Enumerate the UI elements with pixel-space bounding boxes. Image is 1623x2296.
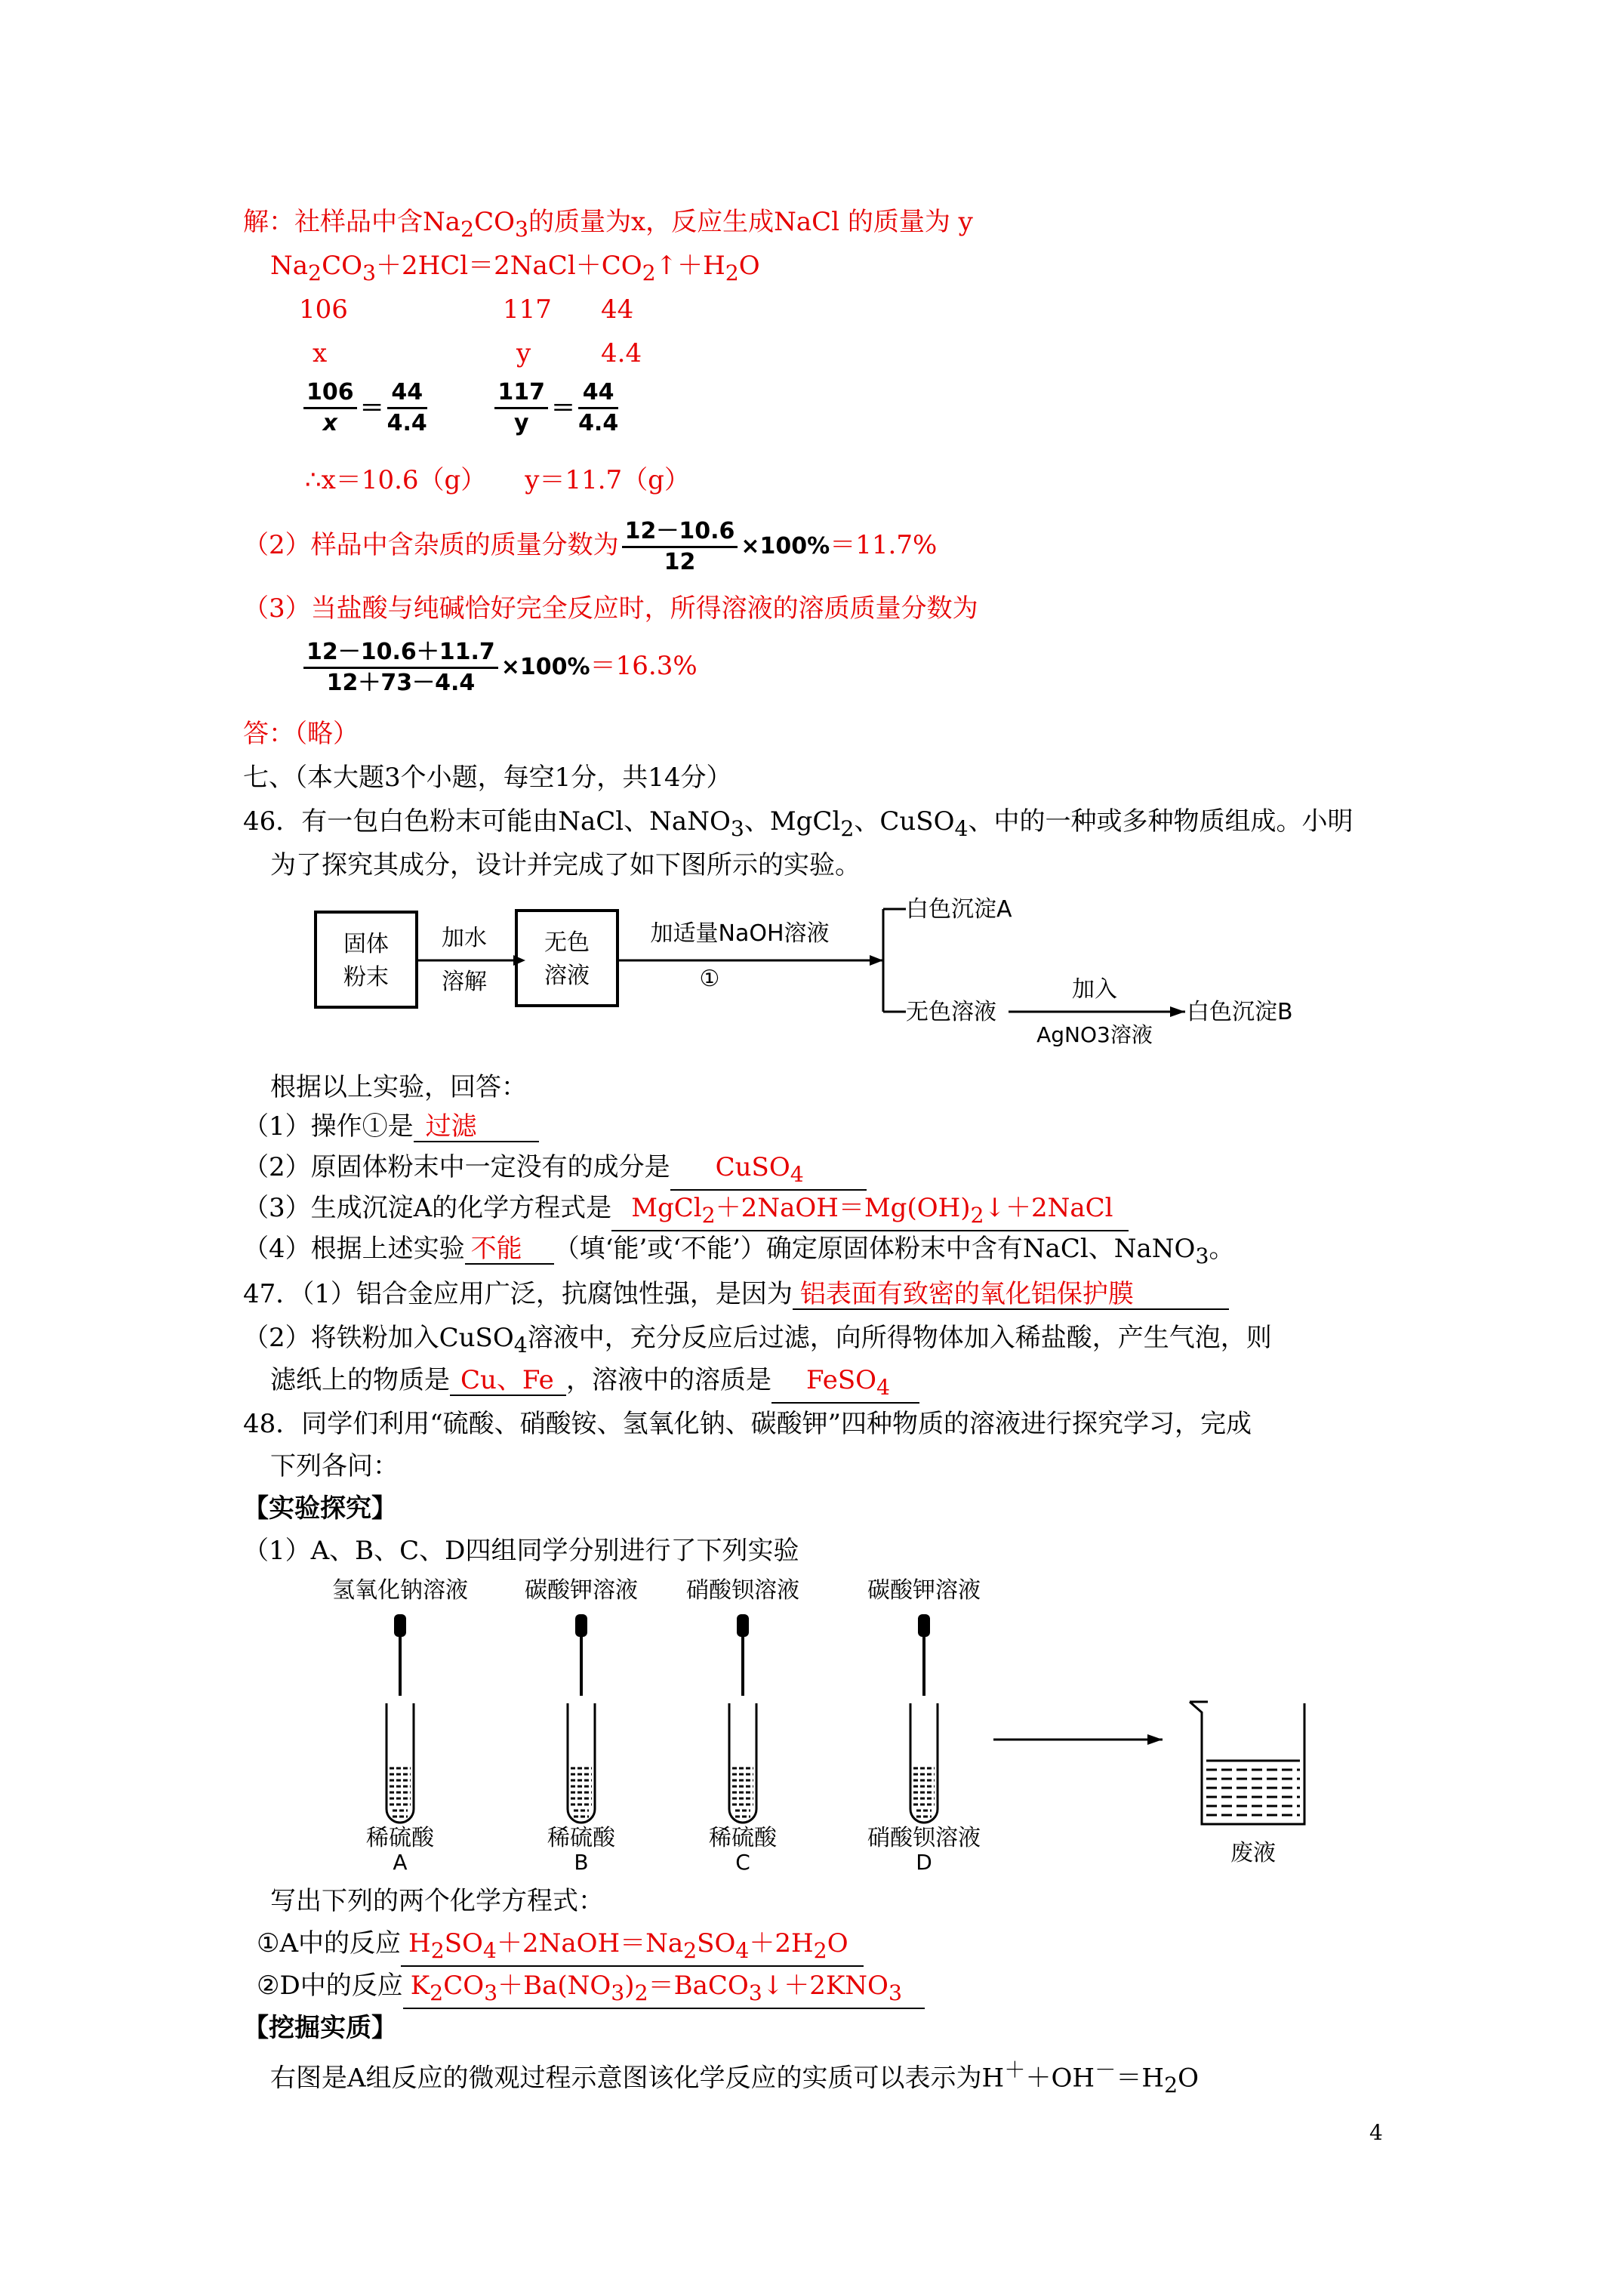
test-tube-d bbox=[867, 1577, 981, 1872]
part-3-question: （3）当盐酸与纯碱恰好完全反应时，所得溶液的溶质质量分数为 bbox=[243, 593, 978, 624]
arrow3-bottom: AgNO3溶液 bbox=[1036, 1022, 1153, 1047]
q46-intro: 根据以上实验，回答： bbox=[270, 1072, 527, 1102]
molar-mass-117: 117 bbox=[503, 294, 552, 325]
q46-flow-diagram bbox=[302, 891, 1329, 1072]
result-xy: ∴x＝10.6（g） y＝11.7（g） bbox=[305, 465, 690, 495]
q47-line-3: 滤纸上的物质是 Cu、Fe ，溶液中的溶质是 FeSO$_4$ bbox=[270, 1364, 919, 1404]
q48-heading-experiment: 【实验探究】 bbox=[243, 1493, 397, 1524]
box2-line1: 无色 bbox=[544, 929, 590, 956]
var-y: y bbox=[516, 338, 531, 368]
fraction-44-4-4-b: $\frac{44}{4.4}$ bbox=[578, 378, 619, 436]
dropper-reagent-label: 碳酸钾溶液 bbox=[867, 1577, 981, 1604]
q48-line-1: 48．同学们利用“硫酸、硝酸铵、氢氧化钠、碳酸钾”四种物质的溶液进行探究学习，完成 bbox=[243, 1409, 1252, 1439]
box1-line2: 粉末 bbox=[343, 964, 389, 991]
page-number: 4 bbox=[1369, 2120, 1383, 2145]
arrow3-top: 加入 bbox=[1072, 976, 1117, 1003]
q46-line-1: 46．有一包白色粉末可能由NaCl、NaNO$_3$、MgCl$_2$、CuSO$_4$、中的一种或多种物质组成。小明 bbox=[243, 806, 1354, 841]
dropper-bulb-icon bbox=[918, 1614, 930, 1637]
q48-line-2: 下列各问： bbox=[270, 1451, 399, 1481]
tube-group-letter: D bbox=[916, 1850, 932, 1872]
fraction-106-x: $\frac{106}{x}$ bbox=[303, 378, 357, 438]
test-tube-b bbox=[525, 1577, 638, 1872]
q48-line-3: （1）A、B、C、D四组同学分别进行了下列实验 bbox=[243, 1536, 799, 1566]
q48-heading-essence: 【挖掘实质】 bbox=[243, 2013, 397, 2043]
q46-answer-4: （4）根据上述实验 不能 （填‘能’或‘不能’）确定原固体粉末中含有NaCl、NaNO$_3$。 bbox=[243, 1234, 1235, 1268]
q46-answer-3: （3）生成沉淀A的化学方程式是 $MgCl_2+2NaOH=Mg(OH)_2↓+2NaCl$ bbox=[243, 1191, 1129, 1231]
beaker-icon bbox=[1190, 1702, 1304, 1824]
white-precipitate-b: 白色沉淀B bbox=[1187, 999, 1293, 1025]
box1-line1: 固体 bbox=[343, 931, 389, 957]
tube-solution-label: 硝酸钡溶液 bbox=[867, 1825, 981, 1851]
dropper-bulb-icon bbox=[737, 1614, 749, 1637]
arrowhead-2 bbox=[870, 955, 883, 966]
var-4-4: 4.4 bbox=[601, 338, 642, 368]
waste-label: 废液 bbox=[1230, 1840, 1276, 1866]
box-solid-powder bbox=[316, 912, 417, 1007]
solution-line-1: 解：社样品中含$Na_2CO_3$的质量为x，反应生成NaCl 的质量为 y bbox=[243, 207, 973, 242]
tube-solution-label: 稀硫酸 bbox=[547, 1825, 615, 1851]
section-7-heading: 七、（本大题3个小题，每空1分，共14分） bbox=[243, 763, 732, 793]
arrow2-bottom: ① bbox=[699, 966, 720, 992]
arrow2-top: 加适量NaOH溶液 bbox=[650, 920, 830, 947]
q48-line-5: 右图是A组反应的微观过程示意图该化学反应的实质可以表示为$H^++OH^-=H_2O$ bbox=[270, 2057, 1199, 2098]
fraction-solute: $\frac{12-10.6+11.7}{12+73-4.4}$ bbox=[303, 638, 498, 698]
arrowhead-3 bbox=[1170, 1006, 1185, 1017]
tube-solution-label: 稀硫酸 bbox=[709, 1825, 777, 1851]
q46-line-2: 为了探究其成分，设计并完成了如下图所示的实验。 bbox=[270, 850, 861, 880]
part-3-calc: $\frac{12-10.6+11.7}{12+73-4.4}$ ×100%＝16.3% bbox=[300, 634, 698, 699]
var-x: x bbox=[313, 338, 328, 368]
arrowhead-waste bbox=[1147, 1734, 1163, 1745]
fraction-impurity: $\frac{12-10.6}{12}$ bbox=[622, 517, 738, 577]
dropper-reagent-label: 碳酸钾溶液 bbox=[525, 1577, 638, 1604]
box2-line2: 溶液 bbox=[544, 963, 590, 989]
fraction-44-4-4-a: $\frac{44}{4.4}$ bbox=[387, 378, 427, 436]
tube-group-letter: C bbox=[735, 1850, 750, 1872]
proportion-equations: $\frac{106}{x}$ ＝ $\frac{44}{4.4}$ $\frac{117}{y}$ ＝ $\frac{44}{4.4}$ bbox=[300, 374, 621, 439]
q46-answer-1: （1）操作①是 过滤 bbox=[243, 1110, 539, 1143]
tube-group-letter: B bbox=[574, 1850, 589, 1872]
test-tube-diagram bbox=[317, 1570, 1329, 1872]
dropper-reagent-label: 硝酸钡溶液 bbox=[686, 1577, 799, 1604]
dropper-bulb-icon bbox=[575, 1614, 587, 1637]
molar-mass-106: 106 bbox=[299, 294, 348, 325]
q47-line-1: 47．（1）铝合金应用广泛，抗腐蚀性强，是因为 铝表面有致密的氧化铝保护膜 bbox=[243, 1277, 1229, 1311]
q48-line-4: 写出下列的两个化学方程式： bbox=[270, 1886, 604, 1916]
dropper-bulb-icon bbox=[394, 1614, 406, 1637]
part-2-impurity: （2）样品中含杂质的质量分数为 $\frac{12-10.6}{12}$ ×100%＝11.7% bbox=[243, 517, 938, 575]
test-tube-a bbox=[332, 1577, 468, 1872]
arrow1-top: 加水 bbox=[442, 925, 487, 951]
solution-equation: $Na_2CO_3+2HCl=2NaCl+CO_2↑+H_2O$ bbox=[270, 251, 760, 285]
tube-group-letter: A bbox=[393, 1850, 408, 1872]
arrow1-bottom: 溶解 bbox=[442, 969, 487, 995]
tube-solution-label: 稀硫酸 bbox=[366, 1825, 434, 1851]
test-tube-c bbox=[686, 1577, 799, 1872]
dropper-reagent-label: 氢氧化钠溶液 bbox=[332, 1577, 468, 1604]
q48-reaction-a: ①A中的反应 $H_2SO_4+2NaOH=Na_2SO_4+2H_2O$ bbox=[257, 1927, 864, 1967]
q46-answer-2: （2）原固体粉末中一定没有的成分是 CuSO$_4$ bbox=[243, 1151, 867, 1191]
colorless-solution-out: 无色溶液 bbox=[906, 999, 996, 1025]
fraction-117-y: $\frac{117}{y}$ bbox=[494, 378, 548, 438]
white-precipitate-a: 白色沉淀A bbox=[906, 896, 1012, 923]
box-colorless-solution bbox=[516, 911, 617, 1006]
molar-mass-44: 44 bbox=[601, 294, 634, 325]
q47-line-2: （2）将铁粉加入CuSO$_4$溶液中，充分反应后过滤，向所得物体加入稀盐酸，产生气泡，则 bbox=[243, 1323, 1272, 1358]
answer-omitted: 答：（略） bbox=[243, 719, 359, 749]
q48-reaction-d: ②D中的反应 $K_2CO_3+Ba(NO_3)_2=BaCO_3↓+2KNO_3$ bbox=[257, 1969, 925, 2009]
